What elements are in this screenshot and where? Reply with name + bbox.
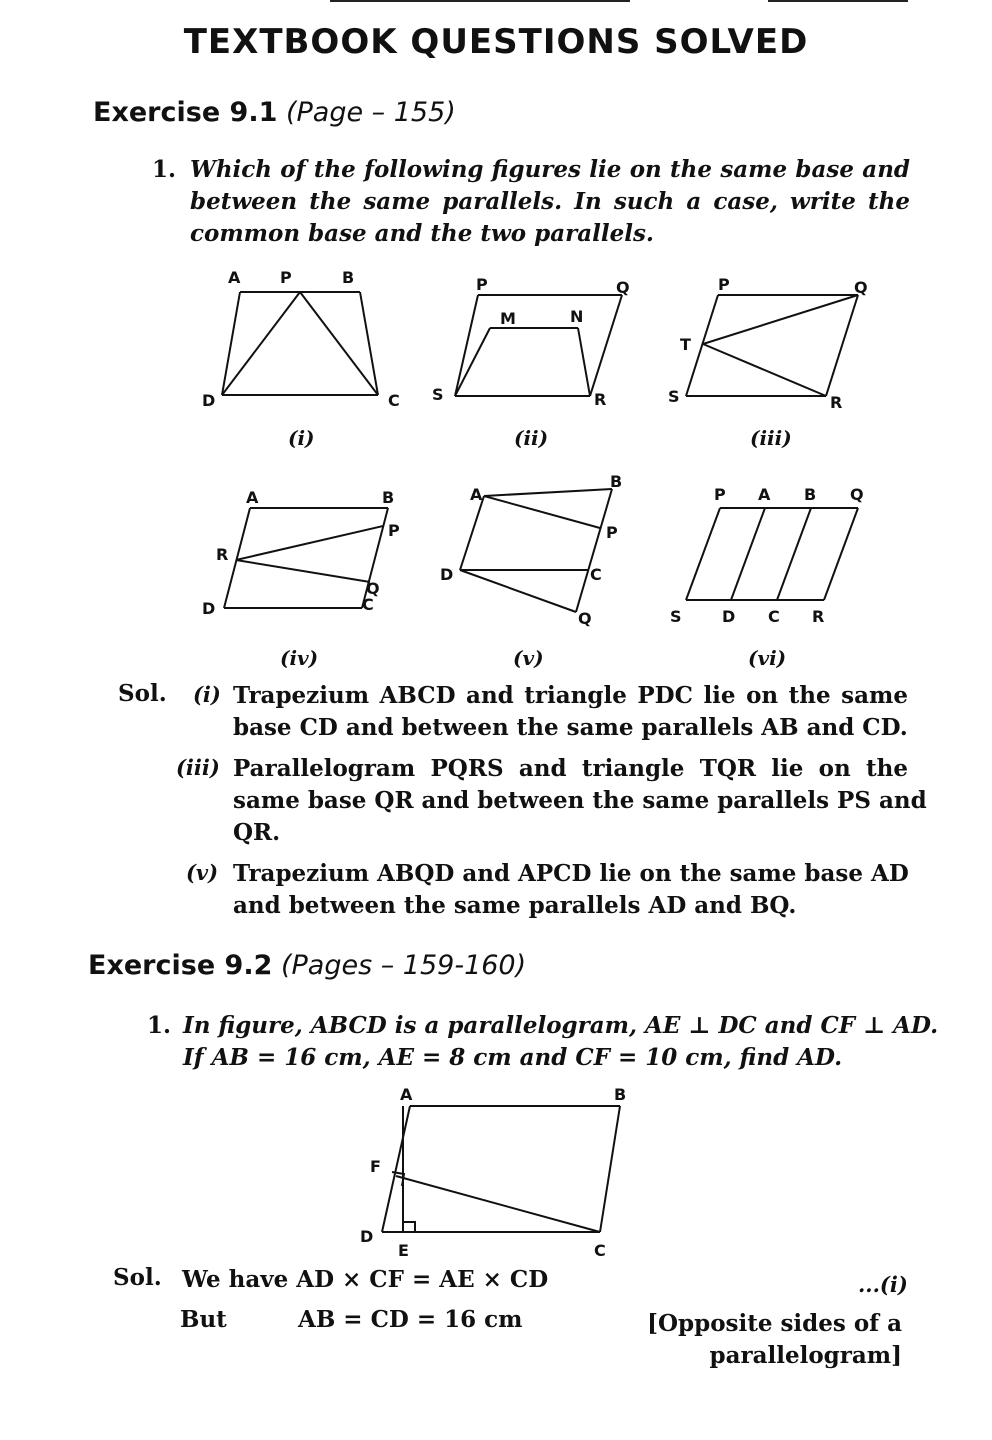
solution-v (233, 858, 908, 922)
figure-v (440, 472, 622, 670)
parallelogram-figure (0, 1080, 992, 1260)
fig-iii-label-q: Q (854, 278, 868, 297)
fig-v-label-p: P (606, 523, 618, 542)
fig-vi-label-c: C (768, 607, 780, 626)
fig-ii-label-p: P (476, 275, 488, 294)
question-1 (152, 154, 910, 250)
fig-v-label-q: Q (578, 609, 592, 628)
solution-mark-iii: (iii) (176, 755, 220, 780)
fig-ii-label-n: N (570, 307, 584, 326)
fig-iv-label-q: Q (366, 579, 380, 598)
top-rule-left (330, 0, 630, 2)
solution-reason (640, 1308, 902, 1372)
fig-v-label-a: A (470, 485, 483, 504)
solution-iii (233, 753, 927, 849)
fig-iv-caption: (iv) (280, 646, 319, 670)
fig-iv-label-a: A (246, 488, 259, 507)
question-number: 1. (152, 156, 177, 183)
solution-label: Sol. (118, 680, 167, 707)
reason-line: [Opposite sides of a (647, 1310, 902, 1337)
exercise-9-2-title (88, 950, 526, 981)
question-line: between the same parallels. In such a case, write the (190, 188, 910, 215)
fig-v-label-d: D (440, 565, 454, 584)
fig-i-caption: (i) (288, 426, 315, 450)
equation-ref: ...(i) (858, 1272, 908, 1297)
question-1-ex-9-2 (147, 1010, 939, 1074)
fig-label-d: D (360, 1227, 374, 1246)
fig-iii-label-p: P (718, 275, 730, 294)
fig-ii-label-s: S (432, 385, 444, 404)
solution-i (233, 680, 908, 744)
fig-i-label-b: B (342, 268, 355, 287)
fig-v-label-b: B (610, 472, 623, 491)
fig-iv-label-c: C (362, 595, 374, 614)
solution-mark-v: (v) (186, 860, 219, 885)
fig-vi-label-q: Q (850, 485, 864, 504)
solution-line: QR. (233, 819, 281, 846)
solution-equation-2: AB = CD = 16 cm (298, 1306, 523, 1333)
solution-line: Trapezium ABCD and triangle PDC lie on the same (233, 682, 908, 709)
top-rule-right (768, 0, 908, 2)
fig-label-f: F (370, 1157, 381, 1176)
fig-v-caption: (v) (513, 646, 544, 670)
fig-ii-label-r: R (594, 390, 607, 409)
fig-iii-label-s: S (668, 387, 680, 406)
solution-line: base CD and between the same parallels AB and CD. (233, 714, 908, 741)
fig-i-label-c: C (388, 391, 400, 410)
fig-vi-label-r: R (812, 607, 825, 626)
fig-label-a: A (400, 1085, 413, 1104)
solution-line: same base QR and between the same parallels PS and (233, 787, 927, 814)
fig-iv-label-b: B (382, 488, 395, 507)
fig-ii-label-m: M (500, 309, 516, 328)
solution-line: Parallelogram PQRS and triangle TQR lie on the (233, 755, 908, 782)
figures-9-1 (0, 260, 992, 680)
fig-label-c: C (594, 1241, 606, 1260)
exercise-number: Exercise 9.1 (93, 97, 278, 128)
solution-mark-i: (i) (193, 682, 221, 707)
fig-vi-label-a: A (758, 485, 771, 504)
fig-i-label-a: A (228, 268, 241, 287)
fig-vi-label-s: S (670, 607, 682, 626)
fig-vi-caption: (vi) (748, 646, 787, 670)
fig-vi-label-p: P (714, 485, 726, 504)
exercise-page: (Pages – 159-160) (280, 950, 527, 981)
figure-iii (668, 275, 868, 450)
fig-ii-label-q: Q (616, 278, 630, 297)
question-line: Which of the following figures lie on the same base and (190, 156, 910, 183)
solution-but: But (180, 1306, 227, 1333)
question-line: common base and the two parallels. (190, 220, 654, 247)
reason-line: parallelogram] (709, 1342, 902, 1369)
fig-iii-label-t: T (680, 335, 691, 354)
fig-ii-caption: (ii) (514, 426, 549, 450)
exercise-page: (Page – 155) (285, 97, 456, 128)
solution-line: and between the same parallels AD and BQ. (233, 892, 797, 919)
fig-v-label-c: C (590, 565, 602, 584)
fig-iii-label-r: R (830, 393, 843, 412)
solution-line: Trapezium ABQD and APCD lie on the same base AD (233, 860, 909, 887)
fig-iv-label-r: R (216, 545, 229, 564)
figure-ii (432, 275, 630, 450)
fig-i-label-d: D (202, 391, 216, 410)
solution-equation-1: We have AD × CF = AE × CD (182, 1266, 549, 1293)
fig-iv-label-d: D (202, 599, 216, 618)
fig-iii-caption: (iii) (750, 426, 792, 450)
exercise-9-1-title (93, 97, 456, 128)
question-line: If AB = 16 cm, AE = 8 cm and CF = 10 cm, find AD. (183, 1044, 843, 1071)
question-line: In figure, ABCD is a parallelogram, AE ⊥ DC and CF ⊥ AD. (183, 1012, 939, 1039)
fig-vi-label-d: D (722, 607, 736, 626)
exercise-number: Exercise 9.2 (88, 950, 273, 981)
fig-label-b: B (614, 1085, 627, 1104)
figure-vi (670, 485, 864, 670)
page-heading: TEXTBOOK QUESTIONS SOLVED (183, 22, 809, 62)
fig-i-label-p: P (280, 268, 292, 287)
question-number: 1. (147, 1012, 172, 1039)
figure-i (202, 268, 400, 450)
solution-label: Sol. (113, 1264, 162, 1291)
fig-vi-label-b: B (804, 485, 817, 504)
fig-label-e: E (398, 1241, 409, 1260)
figure-iv (202, 488, 400, 670)
fig-iv-label-p: P (388, 521, 400, 540)
